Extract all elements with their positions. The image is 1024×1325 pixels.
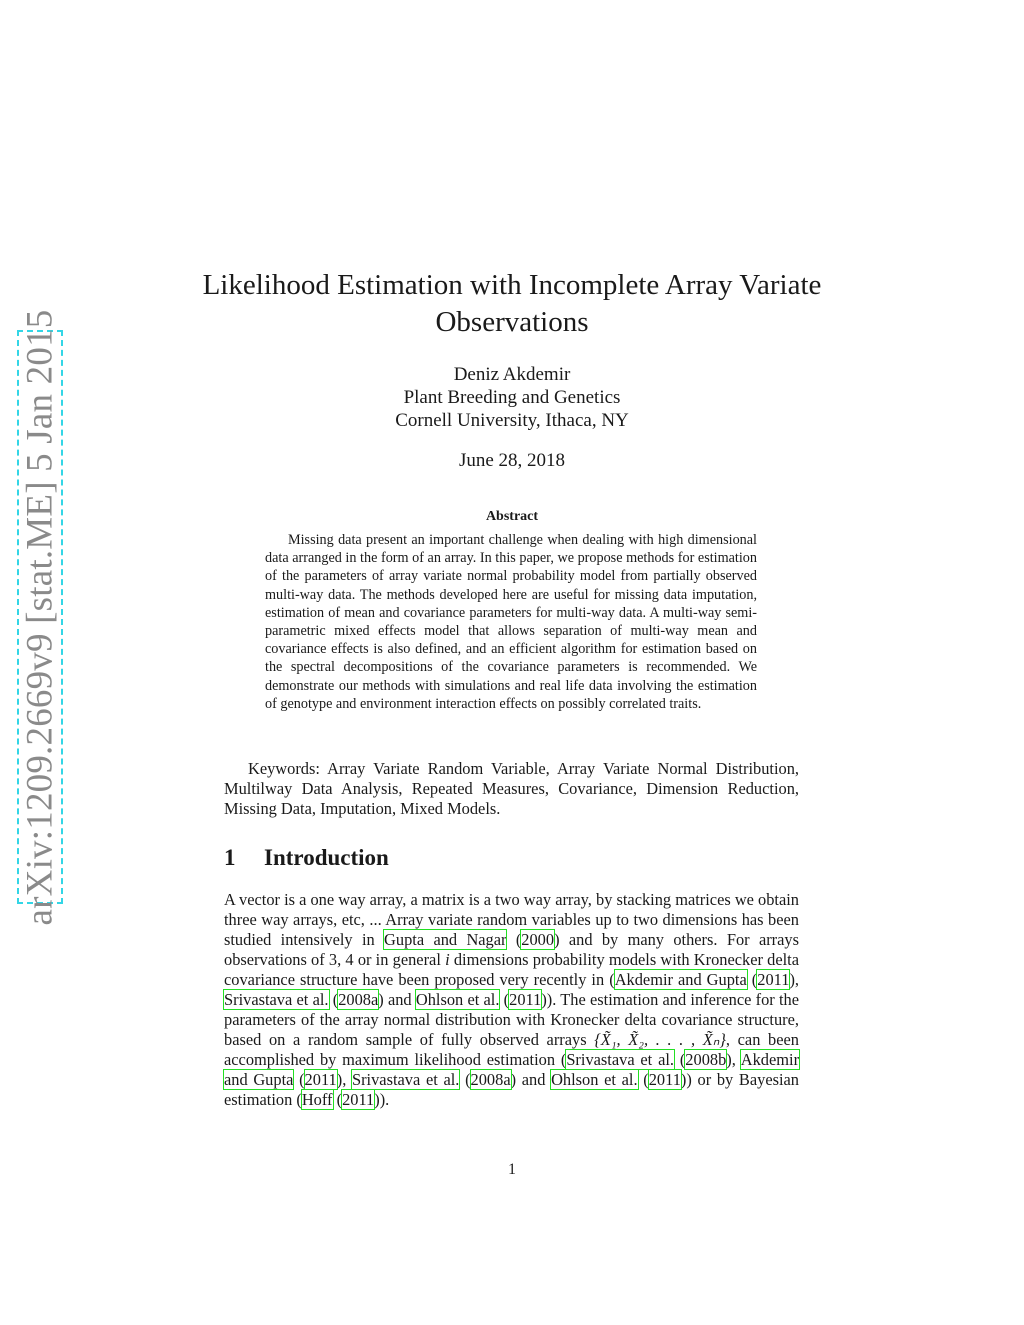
- citation-year-link[interactable]: 2011: [509, 990, 542, 1009]
- intro-text: )) or by Bayesian estimation (: [224, 1070, 799, 1109]
- intro-text: (: [459, 1070, 471, 1089]
- intro-text: ),: [789, 970, 799, 989]
- citation-year-link[interactable]: 2011: [342, 1090, 375, 1109]
- abstract-heading: Abstract: [485, 509, 539, 524]
- citation-year-link[interactable]: 2008a: [338, 990, 379, 1009]
- author-block: [262, 363, 762, 432]
- intro-text: , can been accomplished by maximum likelihood estimation (: [224, 1030, 799, 1069]
- abstract-text: Missing data present an important challenge when dealing with high dimensional data arranged in the form of an array. In this paper, we propose methods for estimation of the parameters of array variate normal probability model from partially observed multi-way data. The methods developed here are useful for missing data imputation, estimation of mean and covariance parameters for multi-way data. A multi-way semi-parametric mixed effects model that allows separation of multi-way mean and covariance effects is also defined, and an efficient algorithm for estimation based on the spectral decompositions of the covariance parameters is recommended. We demonstrate our methods with simulations and real life data involving the estimation of genotype and environment interaction effects on possibly correlated traits.: [265, 532, 757, 712]
- intro-text: (: [746, 970, 758, 989]
- citation-year-link[interactable]: 2008a: [470, 1070, 511, 1089]
- intro-text: )). The estimation and inference for the parameters of the array normal distribution with Kronecker delta covariance structure, based on a random sample of fully observed arrays: [224, 990, 799, 1049]
- arxiv-stamp[interactable]: [17, 309, 63, 925]
- citation-link[interactable]: Hoff: [301, 1090, 333, 1109]
- citation-year-link[interactable]: 2011: [304, 1070, 337, 1089]
- math-expression: {X̃₁, X̃₂, . . . , X̃ₙ}: [594, 1030, 726, 1049]
- citation-link[interactable]: Ohlson et al.: [415, 990, 500, 1009]
- arxiv-stamp-text: arXiv:1209.2669v9 [stat.ME] 5 Jan 2015: [19, 309, 61, 925]
- citation-link[interactable]: Ohlson et al.: [551, 1070, 638, 1089]
- intro-text: ),: [336, 1070, 352, 1089]
- citation-link[interactable]: Akdemir and Gupta: [614, 970, 747, 989]
- citation-link[interactable]: Gupta and Nagar: [384, 930, 507, 949]
- intro-text: (: [637, 1070, 649, 1089]
- intro-text: (: [328, 990, 339, 1009]
- citation-link[interactable]: Srivastava et al.: [351, 1070, 460, 1089]
- citation-link[interactable]: Srivastava et al.: [224, 990, 329, 1009]
- citation-link[interactable]: Akdemir and Gupta: [224, 1050, 800, 1089]
- intro-text: (: [499, 990, 510, 1009]
- author-institution: Cornell University, Ithaca, NY: [395, 410, 629, 431]
- intro-text: )).: [374, 1090, 390, 1109]
- intro-text: A vector is a one way array, a matrix is a two way array, by stacking matrices we obtain three way arrays, etc, ... Array variate random variables up to two dimensions has been studied intensively in: [224, 890, 799, 949]
- citation-year-link[interactable]: 2000: [521, 930, 555, 949]
- intro-text: dimensions probability models with Kronecker delta covariance structure have been proposed very recently in (: [224, 950, 800, 989]
- page-number: 1: [508, 1161, 516, 1178]
- intro-text: (: [293, 1070, 305, 1089]
- citation-link[interactable]: Srivastava et al.: [566, 1050, 674, 1069]
- citation-year-link[interactable]: 2011: [757, 970, 790, 989]
- paper-title: Likelihood Estimation with Incomplete Array Variate Observations: [202, 269, 822, 338]
- intro-text: (: [332, 1090, 343, 1109]
- section-number: 1: [224, 845, 236, 870]
- intro-text: ) and: [510, 1070, 552, 1089]
- section-title: Introduction: [264, 845, 389, 870]
- author-name: Deniz Akdemir: [453, 364, 571, 385]
- keywords: Keywords: Array Variate Random Variable, Array Variate Normal Distribution, Multilway Data Analysis, Repeated Measures, Covariance, Dimension Reduction, Missing Data, Imputation, Mixed Models.: [224, 759, 799, 818]
- intro-text: (: [674, 1050, 686, 1069]
- citation-year-link[interactable]: 2008b: [685, 1050, 727, 1069]
- citation-year-link[interactable]: 2011: [648, 1070, 681, 1089]
- intro-text: ),: [726, 1050, 741, 1069]
- intro-text: (: [506, 930, 522, 949]
- author-department: Plant Breeding and Genetics: [403, 387, 621, 408]
- paper-date: June 28, 2018: [458, 450, 566, 471]
- math-variable: i: [445, 950, 450, 969]
- section-heading: [224, 845, 389, 871]
- intro-text: ) and by many others. For arrays observations of 3, 4 or in general: [224, 930, 799, 969]
- intro-text: ) and: [378, 990, 416, 1009]
- intro-paragraph: [224, 890, 799, 1110]
